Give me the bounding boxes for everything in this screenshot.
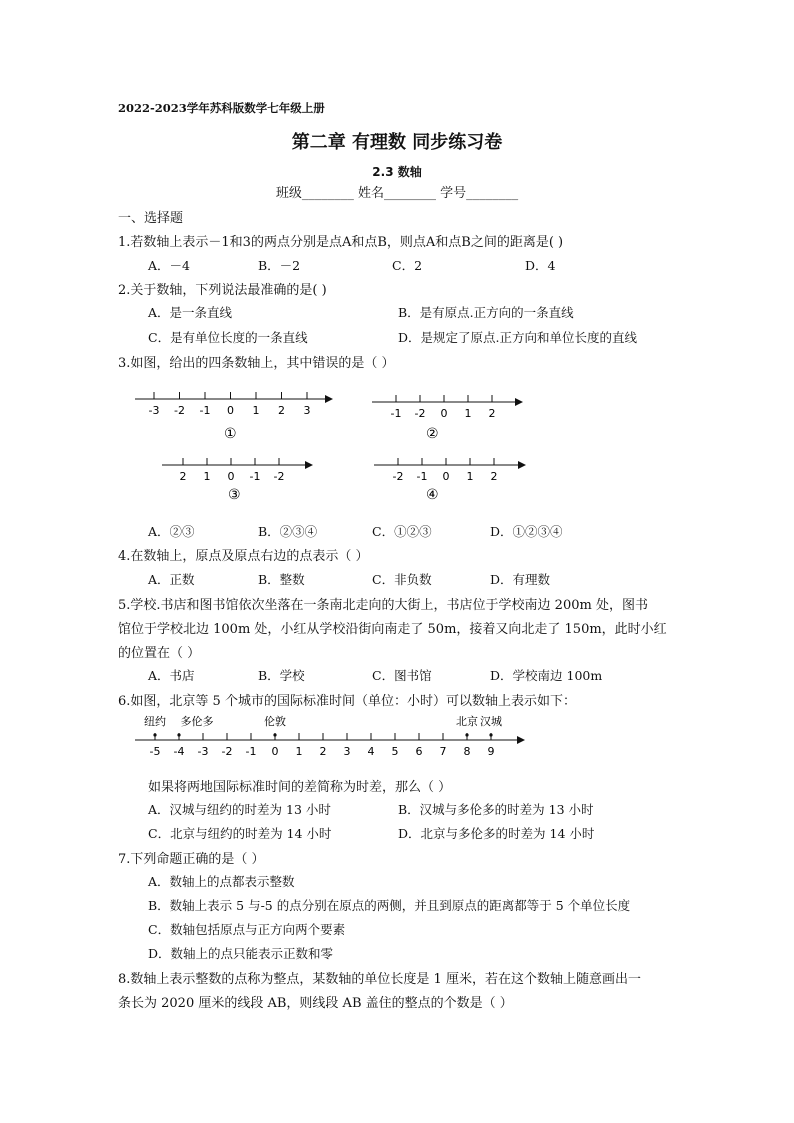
number-line-1-tick-label: 2 (278, 404, 285, 417)
city-label: 北京 (456, 715, 478, 728)
q4-option-b: B．整数 (258, 572, 305, 587)
question-3-stem: 3.如图，给出的四条数轴上，其中错误的是（ ） (118, 356, 395, 371)
q3-option-d: D．①②③④ (490, 524, 563, 539)
q2-option-c: C．是有单位长度的一条直线 (148, 330, 308, 345)
number-line-2-label: ② (426, 426, 439, 442)
city-label: 纽约 (144, 715, 166, 728)
time-zone-line-tick-label: 7 (439, 745, 447, 758)
number-line-2-tick-label: 2 (488, 407, 496, 420)
time-zone-line-tick-label: -3 (197, 745, 209, 758)
student-info-line: 班级________ 姓名________ 学号________ (275, 186, 519, 201)
number-line-3-tick-label: 0 (227, 470, 235, 483)
question-5-stem-line-2: 馆位于学校北边 100m 处，小红从学校沿街向南走了 50m，接着又向北走了 150m，此时小红 (118, 622, 667, 637)
q2-option-d: D．是规定了原点.正方向和单位长度的直线 (398, 330, 637, 345)
number-line-2 (372, 395, 522, 442)
number-line-2-tick-label: 1 (464, 407, 472, 420)
question-5-stem-line-3: 的位置在（ ） (118, 646, 201, 661)
q6-option-c: C．北京与纽约的时差为 14 小时 (148, 826, 332, 841)
number-line-4-label: ④ (426, 487, 439, 503)
q2-option-a: A．是一条直线 (148, 305, 233, 320)
q1-option-c: C．2 (392, 258, 423, 273)
number-line-3-tick-label: -1 (249, 470, 261, 483)
question-8-stem-line-2: 条长为 2020 厘米的线段 AB，则线段 AB 盖住的整点的个数是（ ） (118, 996, 513, 1011)
question-2-stem: 2.关于数轴，下列说法最准确的是( ) (118, 283, 327, 298)
q1-option-a: A．－4 (148, 258, 190, 273)
number-line-2-tick-label: 0 (440, 407, 448, 420)
number-line-1-tick-label: -1 (199, 404, 211, 417)
time-zone-line-tick-label: 8 (463, 745, 471, 758)
q6-option-b: B．汉城与多伦多的时差为 13 小时 (398, 802, 594, 817)
q7-option-a: A．数轴上的点都表示整数 (148, 874, 295, 889)
section-heading: 一、选择题 (118, 211, 184, 226)
time-zone-line-tick-label: 5 (391, 745, 399, 758)
q5-option-a: A．书店 (148, 668, 195, 683)
number-line-1-tick-label: -3 (148, 404, 160, 417)
section-subtitle: 2.3 数轴 (372, 165, 422, 179)
time-zone-line-tick-label: -5 (149, 745, 161, 758)
q3-option-b: B．②③④ (258, 524, 318, 539)
q5-option-b: B．学校 (258, 668, 305, 683)
city-marker-dot (177, 733, 180, 736)
q4-option-d: D．有理数 (490, 572, 551, 587)
number-line-1-label: ① (224, 426, 237, 442)
city-marker-dot (273, 733, 276, 736)
time-zone-line-tick-label: 2 (319, 745, 327, 758)
number-line-4-tick-label: 1 (466, 470, 474, 483)
city-label: 多伦多 (180, 715, 214, 728)
q7-option-d: D．数轴上的点只能表示正数和零 (148, 946, 334, 961)
time-zone-line-tick-label: 4 (367, 745, 375, 758)
number-line-4-tick-label: 2 (490, 470, 498, 483)
q7-option-b: B．数轴上表示 5 与-5 的点分别在原点的两侧，并且到原点的距离都等于 5 个单位长度 (148, 898, 631, 913)
time-zone-line-tick-label: -1 (245, 745, 257, 758)
document-header: 2022-2023学年苏科版数学七年级上册 (118, 101, 325, 115)
number-line-3-tick-label: 2 (179, 470, 187, 483)
number-line-1 (135, 392, 332, 442)
q6-follow-up-question: 如果将两地国际标准时间的差简称为时差，那么（ ） (148, 780, 452, 795)
number-line-4 (374, 458, 525, 503)
q3-option-a: A．②③ (148, 524, 195, 539)
q4-option-a: A．正数 (148, 572, 195, 587)
time-zone-line-tick-label: -4 (173, 745, 185, 758)
time-zone-line-tick-label: 0 (271, 745, 279, 758)
q7-option-c: C．数轴包括原点与正方向两个要素 (148, 922, 346, 937)
city-marker-dot (153, 733, 156, 736)
question-5-stem-line-1: 5.学校.书店和图书馆依次坐落在一条南北走向的大街上，书店位于学校南边 200m 处，图书 (118, 598, 648, 613)
q3-option-c: C．①②③ (372, 524, 432, 539)
q3-number-lines-figure (0, 375, 794, 515)
q5-option-c: C．图书馆 (372, 668, 432, 683)
city-label: 汉城 (480, 715, 502, 728)
number-line-1-tick-label: 1 (252, 404, 260, 417)
question-8-stem-line-1: 8.数轴上表示整数的点称为整点，某数轴的单位长度是 1 厘米，若在这个数轴上随意画出一 (118, 972, 641, 987)
time-zone-line-tick-label: 1 (295, 745, 303, 758)
time-zone-line-tick-label: 6 (415, 745, 423, 758)
number-line-4-tick-label: -1 (416, 470, 428, 483)
q1-option-d: D．4 (525, 258, 556, 273)
number-line-1-tick-label: 3 (303, 404, 311, 417)
page-title: 第二章 有理数 同步练习卷 (291, 132, 503, 153)
city-marker-dot (465, 733, 468, 736)
number-line-2-tick-label: -2 (414, 407, 426, 420)
number-line-2-tick-label: -1 (390, 407, 402, 420)
number-line-4-tick-label: -2 (392, 470, 404, 483)
number-line-1-tick-label: 0 (227, 404, 234, 417)
city-marker-dot (489, 733, 492, 736)
q6-time-zone-number-line (0, 710, 794, 768)
city-label: 伦敦 (264, 715, 286, 728)
number-line-3 (162, 458, 312, 503)
number-line-1-tick-label: -2 (174, 404, 185, 417)
number-line-3-label: ③ (228, 487, 241, 503)
time-zone-line-tick-label: -2 (221, 745, 233, 758)
question-7-stem: 7.下列命题正确的是（ ） (118, 852, 265, 867)
question-1-stem: 1.若数轴上表示－1和3的两点分别是点A和点B，则点A和点B之间的距离是( ) (118, 235, 564, 250)
time-zone-line-tick-label: 9 (487, 745, 495, 758)
q2-option-b: B．是有原点.正方向的一条直线 (398, 305, 574, 320)
number-line-4-tick-label: 0 (442, 470, 450, 483)
q5-option-d: D．学校南边 100m (490, 668, 603, 683)
q4-option-c: C．非负数 (372, 572, 432, 587)
question-6-stem: 6.如图，北京等 5 个城市的国际标准时间（单位：小时）可以数轴上表示如下： (118, 694, 576, 709)
number-line-3-tick-label: 1 (203, 470, 211, 483)
q1-option-b: B．－2 (258, 258, 301, 273)
q6-option-a: A．汉城与纽约的时差为 13 小时 (148, 802, 331, 817)
time-zone-line-tick-label: 3 (343, 745, 351, 758)
number-line-3-tick-label: -2 (273, 470, 285, 483)
question-4-stem: 4.在数轴上，原点及原点右边的点表示（ ） (118, 549, 369, 564)
q6-option-d: D．北京与多伦多的时差为 14 小时 (398, 826, 595, 841)
